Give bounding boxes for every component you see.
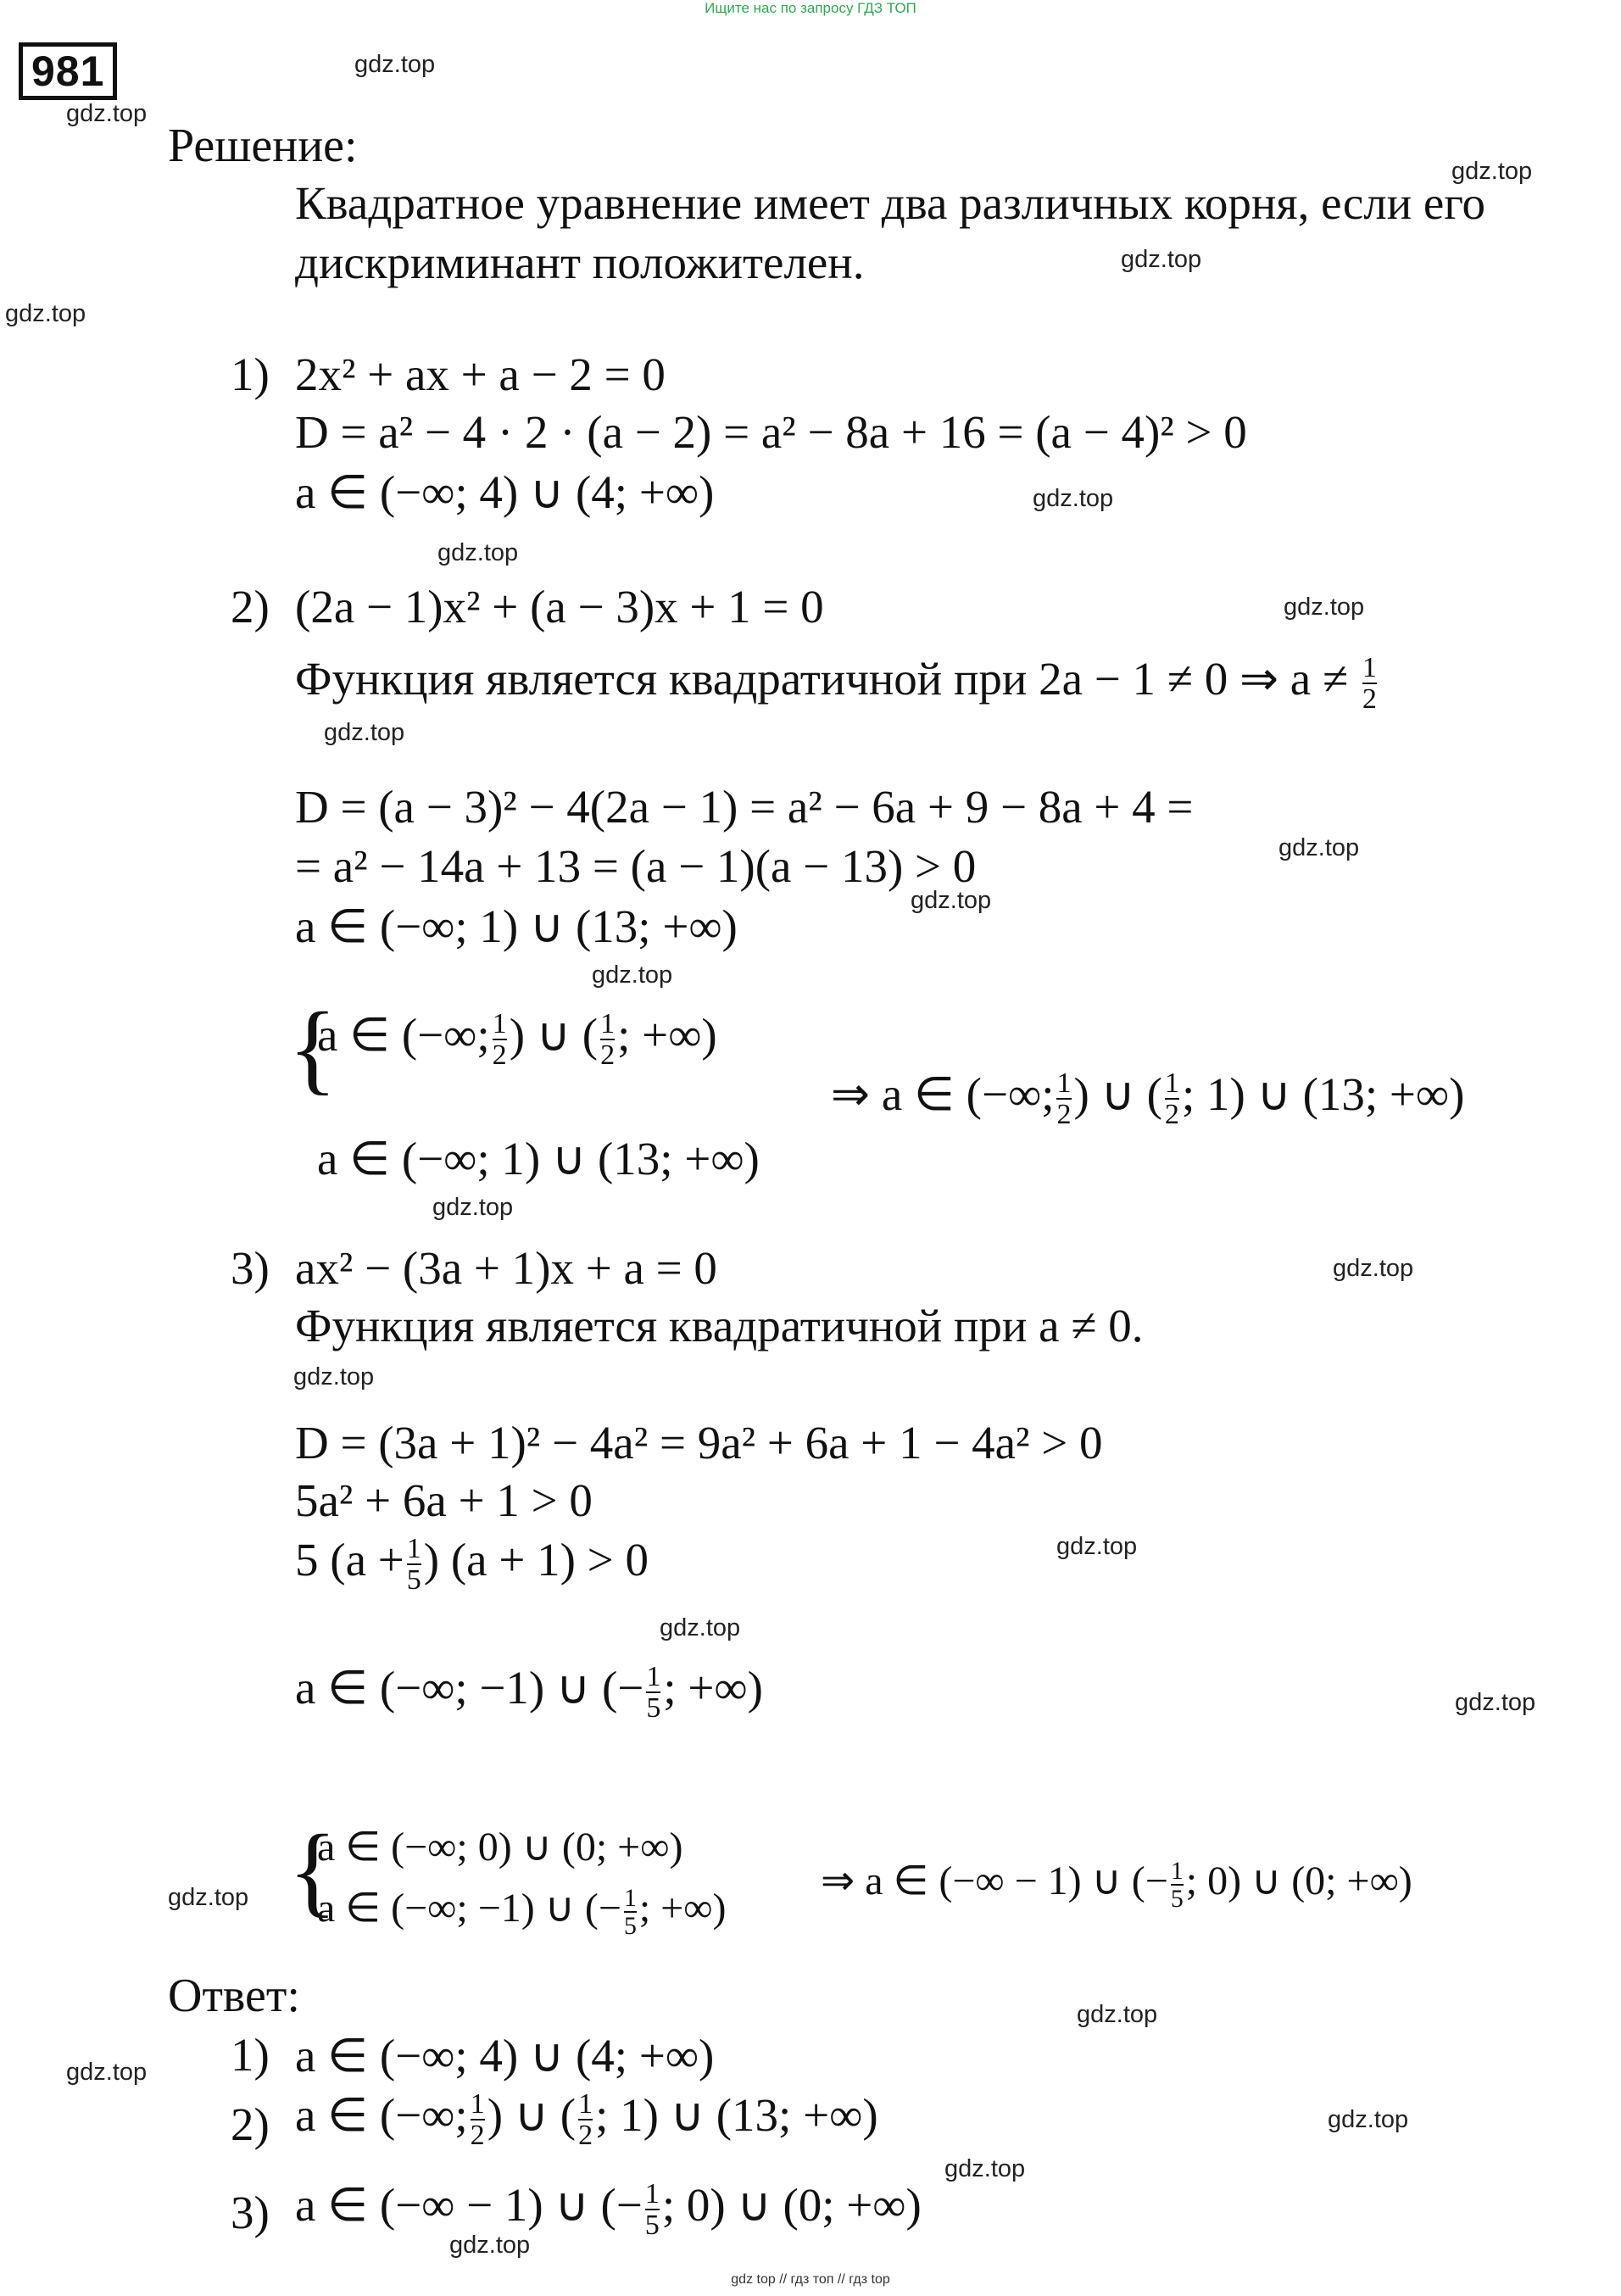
frac-den: 2 xyxy=(1164,1099,1179,1131)
sys-text: a ∈ (−∞; xyxy=(295,2089,468,2141)
part-2-condition-text: Функция является квадратичной при 2a − 1 ≠ 0 ⇒ a ≠ xyxy=(295,653,1349,705)
watermark: gdz.top xyxy=(354,51,436,78)
part-2-label: 2) xyxy=(231,581,270,633)
watermark: gdz.top xyxy=(1451,158,1533,185)
watermark: gdz.top xyxy=(5,300,86,327)
watermark: gdz.top xyxy=(432,1194,514,1221)
watermark: gdz.top xyxy=(1333,1255,1414,1282)
watermark: gdz.top xyxy=(911,887,992,914)
part-2-d-line-1: D = (a − 3)² − 4(2a − 1) = a² − 6a + 9 − 8a + 4 = xyxy=(295,781,1194,833)
fraction xyxy=(407,1534,421,1597)
sys-text: ⇒ a ∈ (−∞ − 1) ∪ (− xyxy=(821,1859,1168,1903)
fraction xyxy=(493,1009,507,1072)
frac-den: 2 xyxy=(600,1039,616,1072)
watermark: gdz.top xyxy=(1121,246,1202,273)
system-brace: { xyxy=(288,1814,337,1926)
watermark: gdz.top xyxy=(660,1614,741,1641)
fraction xyxy=(646,1662,660,1725)
part-3-equation: ax² − (3a + 1)x + a = 0 xyxy=(295,1242,717,1294)
fraction xyxy=(471,2089,485,2152)
footer-links[interactable]: gdz top // гдз топ // гдз top xyxy=(731,2272,890,2287)
frac-den: 2 xyxy=(470,2120,485,2152)
part-2-interval: a ∈ (−∞; 1) ∪ (13; +∞) xyxy=(295,900,738,952)
sys-text: ; +∞) xyxy=(638,1886,727,1931)
part-3-inequality: 5a² + 6a + 1 > 0 xyxy=(295,1474,593,1526)
watermark: gdz.top xyxy=(1077,2001,1158,2028)
frac-num: 1 xyxy=(1170,1856,1184,1885)
part-1-label: 1) xyxy=(231,348,270,400)
frac-den: 2 xyxy=(1362,683,1377,716)
sys-text: ) ∪ ( xyxy=(487,2089,577,2141)
part-3-system-row-1: a ∈ (−∞; 0) ∪ (0; +∞) xyxy=(317,1825,683,1870)
watermark: gdz.top xyxy=(1278,834,1360,861)
watermark: gdz.top xyxy=(437,539,519,566)
sys-text: 5 (a + xyxy=(295,1534,404,1585)
sys-text: ) ∪ ( xyxy=(509,1009,599,1061)
part-2-system-row-2: a ∈ (−∞; 1) ∪ (13; +∞) xyxy=(317,1133,760,1184)
part-2-equation: (2a − 1)x² + (a − 3)x + 1 = 0 xyxy=(295,581,824,633)
sys-text: ) ∪ ( xyxy=(1073,1068,1162,1120)
part-2-system-result xyxy=(831,1067,1464,1130)
fraction xyxy=(645,2179,660,2242)
fraction xyxy=(600,1009,615,1072)
watermark: gdz.top xyxy=(1328,2106,1409,2133)
watermark: gdz.top xyxy=(66,100,148,127)
answer-1-label: 1) xyxy=(231,2029,270,2081)
sys-text: ; +∞) xyxy=(663,1662,763,1714)
frac-den: 2 xyxy=(1056,1099,1072,1131)
watermark: gdz.top xyxy=(1284,594,1365,621)
frac-den: 5 xyxy=(406,1564,421,1597)
frac-den: 5 xyxy=(623,1911,637,1940)
sys-text: a ∈ (−∞ − 1) ∪ (− xyxy=(295,2179,643,2231)
watermark: gdz.top xyxy=(944,2155,1026,2182)
sys-text: ⇒ a ∈ (−∞; xyxy=(831,1068,1055,1120)
sys-text: ; 0) ∪ (0; +∞) xyxy=(1185,1859,1412,1903)
frac-num: 1 xyxy=(644,2177,660,2210)
answer-3 xyxy=(295,2177,922,2241)
solution-heading: Решение: xyxy=(168,120,358,172)
answer-1: a ∈ (−∞; 4) ∪ (4; +∞) xyxy=(295,2030,715,2081)
intro-line-1: Квадратное уравнение имеет два различных корня, если его xyxy=(295,177,1486,229)
part-2-system-row-1 xyxy=(317,1007,717,1071)
frac-num: 1 xyxy=(1164,1067,1179,1099)
part-3-factored xyxy=(295,1533,649,1596)
frac-den: 5 xyxy=(644,2210,660,2242)
watermark: gdz.top xyxy=(1033,485,1114,512)
watermark: gdz.top xyxy=(293,1363,375,1390)
answer-heading: Ответ: xyxy=(168,1970,300,2022)
frac-den: 2 xyxy=(578,2120,593,2152)
answer-3-label: 3) xyxy=(231,2187,270,2238)
part-2-condition xyxy=(295,651,1379,715)
frac-num: 1 xyxy=(1362,651,1377,683)
sys-text: a ∈ (−∞; −1) ∪ (− xyxy=(295,1662,644,1714)
part-3-discriminant: D = (3a + 1)² − 4a² = 9a² + 6a + 1 − 4a² > 0 xyxy=(295,1417,1103,1468)
frac-num: 1 xyxy=(406,1532,421,1564)
part-3-system-result xyxy=(821,1857,1412,1912)
part-1-discriminant: D = a² − 4 · 2 · (a − 2) = a² − 8a + 16 = (a − 4)² > 0 xyxy=(295,406,1247,458)
problem-number: 981 xyxy=(19,42,117,100)
frac-num: 1 xyxy=(492,1007,507,1039)
top-banner[interactable]: Ищите нас по запросу ГДЗ ТОП xyxy=(705,0,916,16)
system-brace: { xyxy=(288,991,337,1104)
watermark: gdz.top xyxy=(1455,1689,1536,1716)
fraction xyxy=(624,1885,637,1940)
part-1-equation: 2x² + ax + a − 2 = 0 xyxy=(295,348,666,400)
sys-text: ; 1) ∪ (13; +∞) xyxy=(1181,1068,1465,1120)
fraction xyxy=(1171,1858,1184,1913)
frac-num: 1 xyxy=(578,2087,593,2120)
fraction xyxy=(578,2089,593,2152)
frac-num: 1 xyxy=(470,2087,485,2120)
sys-text: a ∈ (−∞; xyxy=(317,1009,490,1061)
part-3-system-row-2 xyxy=(317,1884,726,1939)
sys-text: ) (a + 1) > 0 xyxy=(423,1534,649,1585)
part-3-condition: Функция является квадратичной при a ≠ 0. xyxy=(295,1300,1144,1351)
fraction xyxy=(1165,1068,1179,1131)
part-1-interval: a ∈ (−∞; 4) ∪ (4; +∞) xyxy=(295,466,715,518)
part-2-d-line-2: = a² − 14a + 13 = (a − 1)(a − 13) > 0 xyxy=(295,840,977,892)
answer-2 xyxy=(295,2087,878,2151)
sys-text: a ∈ (−∞; −1) ∪ (− xyxy=(317,1886,621,1931)
frac-num: 1 xyxy=(646,1660,661,1692)
sys-text: ; +∞) xyxy=(617,1009,717,1061)
frac-num: 1 xyxy=(600,1007,616,1039)
watermark: gdz.top xyxy=(324,719,405,746)
frac-num: 1 xyxy=(623,1883,637,1912)
sys-text: ; 0) ∪ (0; +∞) xyxy=(661,2179,922,2231)
answer-2-label: 2) xyxy=(231,2098,270,2150)
part-3-label: 3) xyxy=(231,1242,270,1294)
fraction xyxy=(1056,1068,1071,1131)
sys-text: ; 1) ∪ (13; +∞) xyxy=(595,2089,878,2141)
frac-den: 5 xyxy=(1170,1884,1184,1913)
watermark: gdz.top xyxy=(1056,1533,1138,1560)
frac-num: 1 xyxy=(1056,1067,1072,1099)
watermark: gdz.top xyxy=(449,2232,531,2259)
part-3-interval xyxy=(295,1660,763,1724)
watermark: gdz.top xyxy=(66,2059,148,2086)
intro-line-2: дискриминант положителен. xyxy=(295,237,865,288)
watermark: gdz.top xyxy=(168,1884,249,1911)
fraction xyxy=(1362,653,1377,716)
frac-den: 2 xyxy=(492,1039,507,1072)
watermark: gdz.top xyxy=(592,961,673,989)
frac-den: 5 xyxy=(646,1692,661,1725)
